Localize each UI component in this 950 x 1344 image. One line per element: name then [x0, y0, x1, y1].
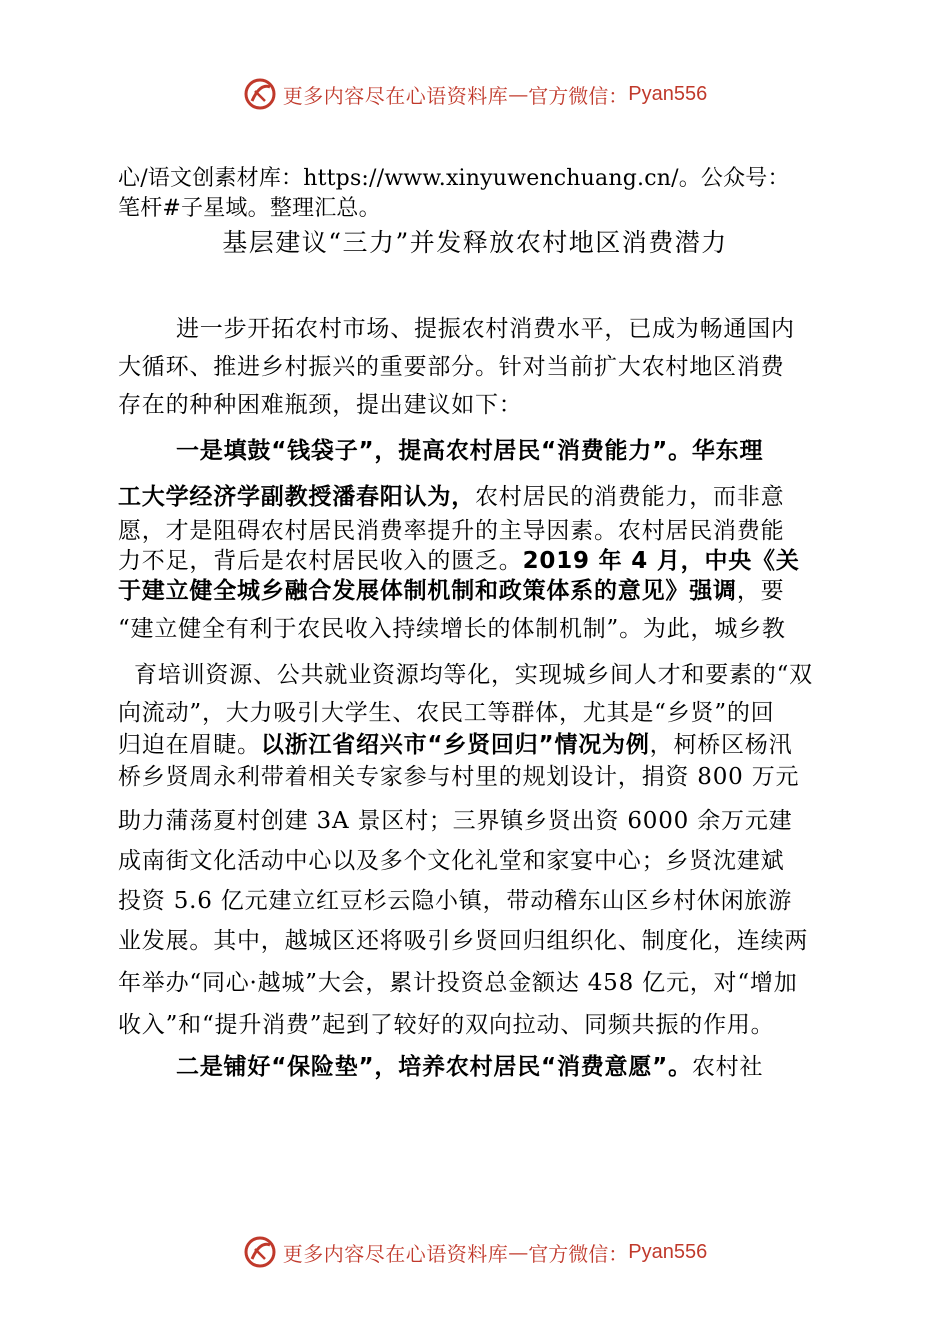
point1-l4: 力不足，背后是农村居民收入的匮乏。: [118, 548, 523, 574]
point1-l5-bold: 于建立健全城乡融合发展体制机制和政策体系的意见》强调: [118, 578, 737, 604]
point1-l9-rest: ，柯桥区杨汛: [649, 732, 793, 758]
point2-rest: 农村社: [691, 1054, 764, 1080]
footer-brand: [0, 1232, 950, 1272]
point1-line-16: 收入”和“提升消费”起到了较好的双向拉动、同频共振的作用。: [118, 1012, 775, 1038]
point1-line-9: [118, 730, 950, 760]
point1-line-13: 投资 5.6 亿元建立红豆杉云隐小镇，带动稽东山区乡村休闲旅游: [118, 888, 792, 914]
intro-line-1: 进一步开拓农村市场、提振农村消费水平，已成为畅通国内: [176, 316, 795, 342]
intro-line-3: 存在的种种困难瓶颈，提出建议如下：: [118, 392, 523, 418]
intro-line-2: 大循环、推进乡村振兴的重要部分。针对当前扩大农村地区消费: [118, 354, 785, 380]
point1-line-1: [176, 436, 950, 466]
point1-l2-bold: 工大学经济学副教授潘春阳认为，: [118, 484, 475, 510]
point1-l4-bold: 2019 年 4 月，中央《关: [522, 548, 800, 574]
point1-line-15: 年举办“同心·越城”大会，累计投资总金额达 458 亿元，对“增加: [118, 970, 798, 996]
point1-line-6: “建立健全有利于农民收入持续增长的体制机制”。为此，城乡教: [118, 616, 786, 642]
page-title: 基层建议“三力”并发释放农村地区消费潜力: [222, 228, 728, 257]
point1-l9-pre: 归迫在眉睫。: [118, 732, 261, 758]
header-brand: [0, 74, 950, 114]
source-note-line-2: 笔杆#子星域。整理汇总。: [118, 196, 381, 221]
point1-l1-bold: 华东理: [691, 438, 764, 464]
brand-logo-icon: [243, 77, 277, 111]
point1-line-14: 业发展。其中，越城区还将吸引乡贤回归组织化、制度化，连续两: [118, 928, 809, 954]
point2-line-1: [176, 1052, 950, 1082]
wechat-label: 官方微信：: [528, 1241, 629, 1266]
point1-line-10: 桥乡贤周永利带着相关专家参与村里的规划设计，捐资 800 万元: [118, 764, 800, 790]
wechat-label: 官方微信：: [528, 83, 629, 108]
point1-line-2: [118, 482, 950, 512]
wechat-id: Pyan556: [628, 82, 708, 105]
brand-separator: —: [508, 1240, 529, 1264]
point1-l5-rest: ，要: [736, 578, 785, 604]
source-note-line-1: 心/语文创素材库：https://www.xinyuwenchuang.cn/。公众号：: [118, 166, 790, 191]
point1-line-4: [118, 546, 950, 576]
brand-logo-icon: [243, 1235, 277, 1269]
point1-heading: 一是填鼓“钱袋子”，提高农村居民“消费能力”。: [176, 438, 692, 464]
brand-text: 更多内容尽在心语资料库: [282, 1241, 509, 1266]
point2-heading: 二是铺好“保险垫”，培养农村居民“消费意愿”。: [176, 1054, 692, 1080]
point1-line-7: 育培训资源、公共就业资源均等化，实现城乡间人才和要素的“双: [134, 662, 813, 688]
point1-line-12: 成南街文化活动中心以及多个文化礼堂和家宴中心；乡贤沈建斌: [118, 848, 785, 874]
point1-line-11: 助力蒲荡夏村创建 3A 景区村；三界镇乡贤出资 6000 余万元建: [118, 808, 793, 834]
point1-line-3: 愿，才是阻碍农村居民消费率提升的主导因素。农村居民消费能: [118, 518, 785, 544]
point1-l2-rest: 农村居民的消费能力，而非意: [475, 484, 785, 510]
point1-line-8: 向流动”，大力吸引大学生、农民工等群体，尤其是“乡贤”的回: [118, 700, 775, 726]
point1-line-5: [118, 576, 950, 606]
point1-l9-bold: 以浙江省绍兴市“乡贤回归”情况为例: [260, 732, 650, 758]
brand-separator: —: [508, 82, 529, 106]
wechat-id: Pyan556: [628, 1240, 708, 1263]
brand-text: 更多内容尽在心语资料库: [282, 83, 509, 108]
